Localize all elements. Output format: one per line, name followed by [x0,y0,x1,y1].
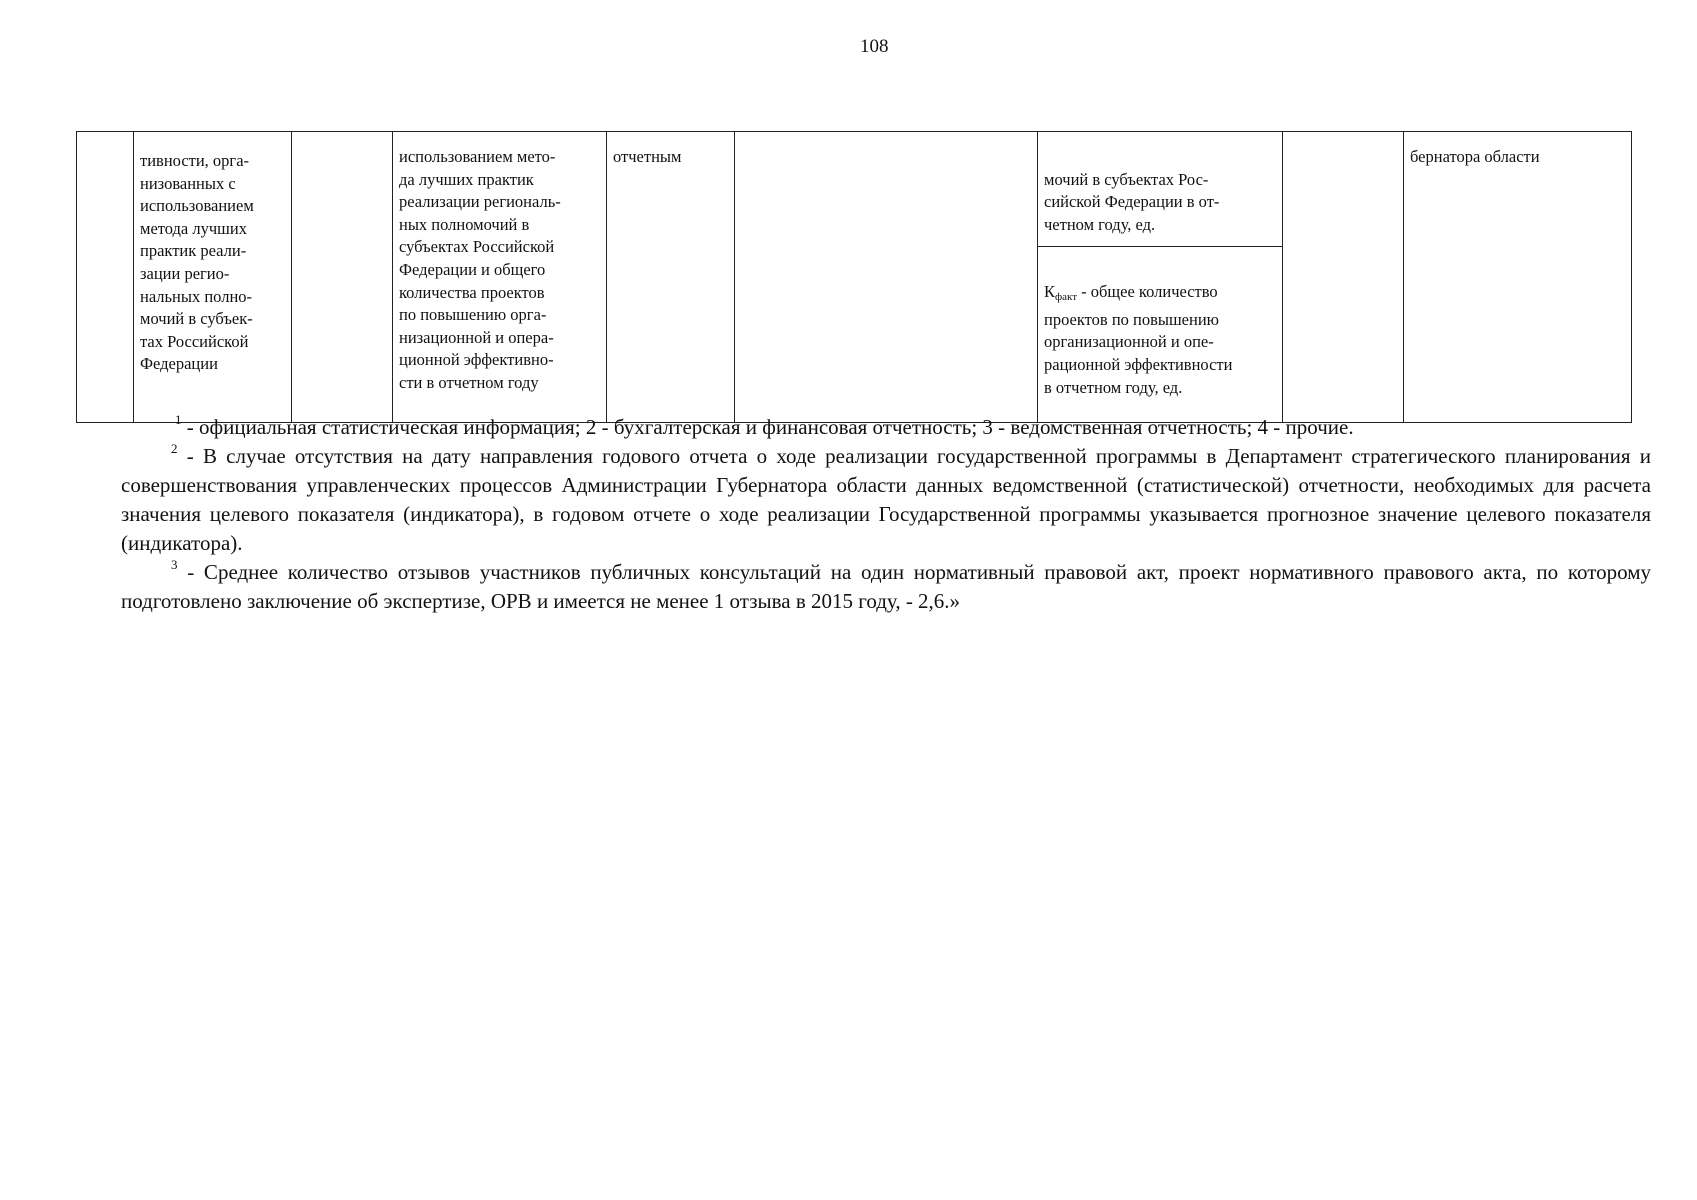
table-cell-formula-variables [1038,132,1283,423]
footnote-3-mark: 3 [171,557,178,572]
footnote-1-text: - официальная статистическая информация; 2 - бухгалтерская и финансовая отчетность; 3 - ведомственная отчетность; 4 - прочие. [181,415,1354,439]
footnote-3 [121,558,1651,616]
table-cell-col3 [292,132,393,423]
footnote-1-mark: 1 [175,412,182,427]
kfact-description: - общее количество проектов по повышению организационной и опе- рационной эффективности в отчетном году, ед. [1044,282,1233,397]
table-cell-responsible: бернатора области [1404,132,1632,423]
footnote-2-text: - В случае отсутствия на дату направления годового отчета о ходе реализации государственной программы в Департамент стратегического планирования и совершенствования управленческих процессов Администрации Губернатора области данных ведомственной (статистической) отчетности, необходимых для расчета значения целевого показателя (индикатора), в годовом отчете о ходе реализации Государственной программы указывается прогнозное значение целевого показателя (индикатора). [121,444,1651,555]
table-cell-col8 [1283,132,1404,423]
table-cell-col1 [77,132,134,423]
table-cell-indicator-name: тивности, орга- низованных с использованием метода лучших практик реали- зации регио- нальных полно- мочий в субъек- тах Российской Федерации [134,132,292,423]
footnotes [121,413,1651,616]
footnote-2 [121,442,1651,558]
kfact-symbol: К [1044,282,1056,302]
formula-variable-top: мочий в субъектах Рос- сийской Федерации в от- четном году, ед. [1038,155,1282,247]
kfact-subscript: факт [1055,291,1078,304]
table-cell-col6 [735,132,1038,423]
footnote-2-mark: 2 [171,441,178,456]
indicator-table [76,131,1632,423]
page-number: 108 [860,36,889,57]
table-cell-definition: использованием мето- да лучших практик реализации региональ- ных полномочий в субъектах Российской Федерации и общего количества проектов по повышению орга- низационной и опера- ционной эффективно- сти в отчетном году [393,132,607,423]
table-row [77,132,1632,423]
footnote-1 [175,413,1651,442]
footnote-3-text: - Среднее количество отзывов участников публичных консультаций на один нормативный правовой акт, проект нормативного правового акта, по которому подготовлено заключение об экспертизе, ОРВ и имеется не менее 1 отзыва в 2015 году, - 2,6.» [121,560,1651,613]
table-cell-period: отчетным [607,132,735,423]
formula-variable-kfact [1038,269,1282,399]
